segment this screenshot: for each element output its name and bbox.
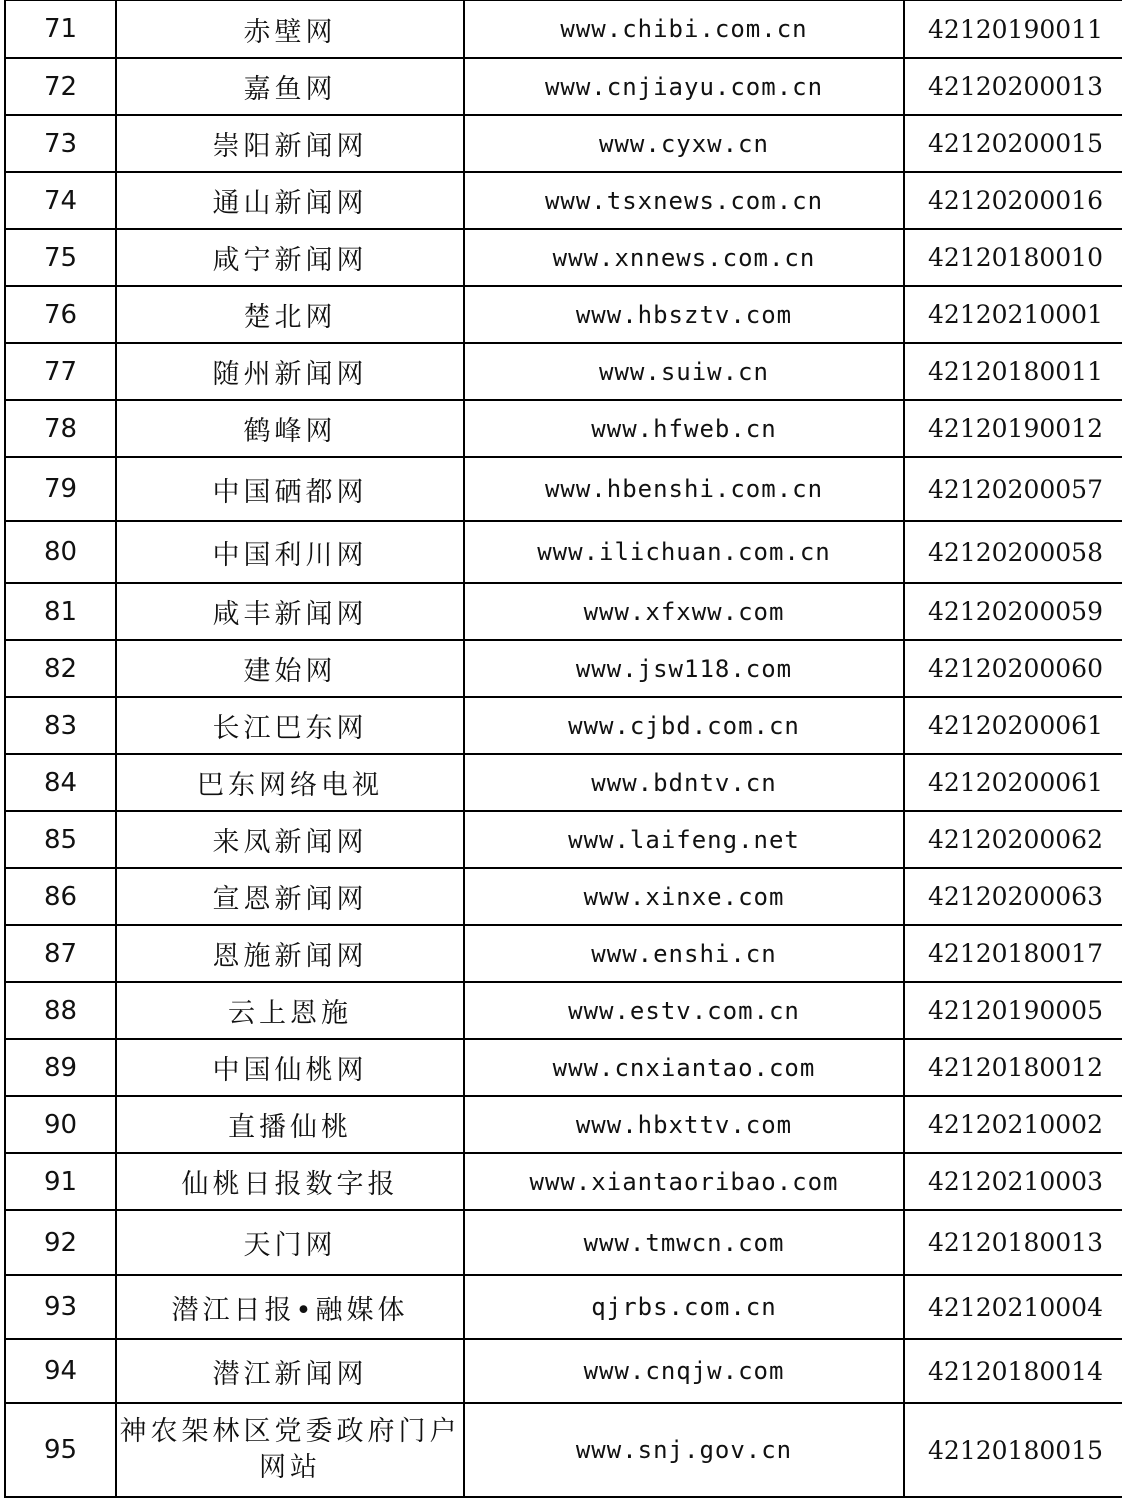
website-registry-table [4,0,1122,1498]
site-name: 中国硒都网 [116,457,464,521]
table-row [5,400,1122,457]
registration-code: 42120180012 [904,1039,1122,1096]
table-row [5,58,1122,115]
table-row [5,1339,1122,1403]
site-name: 巴东网络电视 [116,754,464,811]
site-name: 嘉鱼网 [116,58,464,115]
site-name: 楚北网 [116,286,464,343]
table-row [5,286,1122,343]
site-url: www.xinxe.com [464,868,904,925]
site-url: www.cnqjw.com [464,1339,904,1403]
table-row [5,754,1122,811]
registration-code: 42120210004 [904,1275,1122,1339]
site-url: www.hfweb.cn [464,400,904,457]
registration-code: 42120180010 [904,229,1122,286]
site-url: www.snj.gov.cn [464,1403,904,1497]
table-row [5,1210,1122,1275]
site-url: qjrbs.com.cn [464,1275,904,1339]
row-number: 95 [5,1403,116,1497]
row-number: 82 [5,640,116,697]
table-row [5,521,1122,583]
row-number: 74 [5,172,116,229]
registration-code: 42120210001 [904,286,1122,343]
registration-code: 42120200062 [904,811,1122,868]
row-number: 71 [5,0,116,58]
registration-code: 42120200063 [904,868,1122,925]
table-row [5,640,1122,697]
site-name: 仙桃日报数字报 [116,1153,464,1210]
site-url: www.chibi.com.cn [464,0,904,58]
site-url: www.xiantaoribao.com [464,1153,904,1210]
registration-code: 42120180014 [904,1339,1122,1403]
table-row [5,811,1122,868]
registration-code: 42120200061 [904,754,1122,811]
table-row [5,343,1122,400]
site-url: www.tsxnews.com.cn [464,172,904,229]
site-url: www.jsw118.com [464,640,904,697]
site-url: www.estv.com.cn [464,982,904,1039]
site-name: 恩施新闻网 [116,925,464,982]
site-url: www.ilichuan.com.cn [464,521,904,583]
registration-code: 42120210002 [904,1096,1122,1153]
table-row [5,697,1122,754]
registration-code: 42120190012 [904,400,1122,457]
site-name: 天门网 [116,1210,464,1275]
site-name: 潜江日报•融媒体 [116,1275,464,1339]
table-row [5,982,1122,1039]
site-name: 咸丰新闻网 [116,583,464,640]
site-name: 咸宁新闻网 [116,229,464,286]
registration-code: 42120190011 [904,0,1122,58]
site-name: 来凤新闻网 [116,811,464,868]
row-number: 80 [5,521,116,583]
site-name [116,1403,464,1497]
registration-code: 42120200015 [904,115,1122,172]
site-url: www.xnnews.com.cn [464,229,904,286]
row-number: 79 [5,457,116,521]
registration-code: 42120180017 [904,925,1122,982]
row-number: 78 [5,400,116,457]
site-name: 云上恩施 [116,982,464,1039]
table-row [5,0,1122,58]
site-name: 潜江新闻网 [116,1339,464,1403]
row-number: 73 [5,115,116,172]
site-name: 建始网 [116,640,464,697]
site-name: 宣恩新闻网 [116,868,464,925]
table-row [5,172,1122,229]
table-row [5,1153,1122,1210]
site-name: 中国利川网 [116,521,464,583]
row-number: 91 [5,1153,116,1210]
registration-code: 42120200059 [904,583,1122,640]
site-name: 通山新闻网 [116,172,464,229]
site-url: www.cjbd.com.cn [464,697,904,754]
row-number: 75 [5,229,116,286]
table-row [5,1403,1122,1497]
site-name: 随州新闻网 [116,343,464,400]
site-name-line-2: 网站 [259,1452,321,1483]
site-url: www.laifeng.net [464,811,904,868]
table-row [5,1096,1122,1153]
site-name: 中国仙桃网 [116,1039,464,1096]
row-number: 90 [5,1096,116,1153]
site-url: www.cyxw.cn [464,115,904,172]
registration-code: 42120200061 [904,697,1122,754]
site-name-line-1: 神农架林区党委政府门户 [119,1416,461,1447]
site-url: www.enshi.cn [464,925,904,982]
site-name: 鹤峰网 [116,400,464,457]
site-url: www.xfxww.com [464,583,904,640]
site-name: 长江巴东网 [116,697,464,754]
site-url: www.bdntv.cn [464,754,904,811]
table-row [5,868,1122,925]
registration-code: 42120180013 [904,1210,1122,1275]
registration-code: 42120200058 [904,521,1122,583]
row-number: 84 [5,754,116,811]
site-name: 崇阳新闻网 [116,115,464,172]
site-name: 赤壁网 [116,0,464,58]
registration-code: 42120200060 [904,640,1122,697]
site-name: 直播仙桃 [116,1096,464,1153]
row-number: 72 [5,58,116,115]
row-number: 86 [5,868,116,925]
row-number: 94 [5,1339,116,1403]
registration-code: 42120200013 [904,58,1122,115]
row-number: 77 [5,343,116,400]
site-url: www.hbenshi.com.cn [464,457,904,521]
row-number: 85 [5,811,116,868]
registration-code: 42120210003 [904,1153,1122,1210]
registration-code: 42120200016 [904,172,1122,229]
row-number: 81 [5,583,116,640]
row-number: 93 [5,1275,116,1339]
row-number: 92 [5,1210,116,1275]
site-url: www.hbxttv.com [464,1096,904,1153]
table-row [5,1039,1122,1096]
row-number: 87 [5,925,116,982]
table-row [5,583,1122,640]
table-row [5,925,1122,982]
row-number: 88 [5,982,116,1039]
row-number: 89 [5,1039,116,1096]
table-row [5,1275,1122,1339]
registration-code: 42120180015 [904,1403,1122,1497]
table-row [5,229,1122,286]
registration-code: 42120190005 [904,982,1122,1039]
site-url: www.hbsztv.com [464,286,904,343]
table-row [5,115,1122,172]
site-url: www.cnjiayu.com.cn [464,58,904,115]
site-url: www.tmwcn.com [464,1210,904,1275]
site-url: www.cnxiantao.com [464,1039,904,1096]
row-number: 76 [5,286,116,343]
table-row [5,457,1122,521]
site-url: www.suiw.cn [464,343,904,400]
registration-code: 42120180011 [904,343,1122,400]
row-number: 83 [5,697,116,754]
registration-code: 42120200057 [904,457,1122,521]
